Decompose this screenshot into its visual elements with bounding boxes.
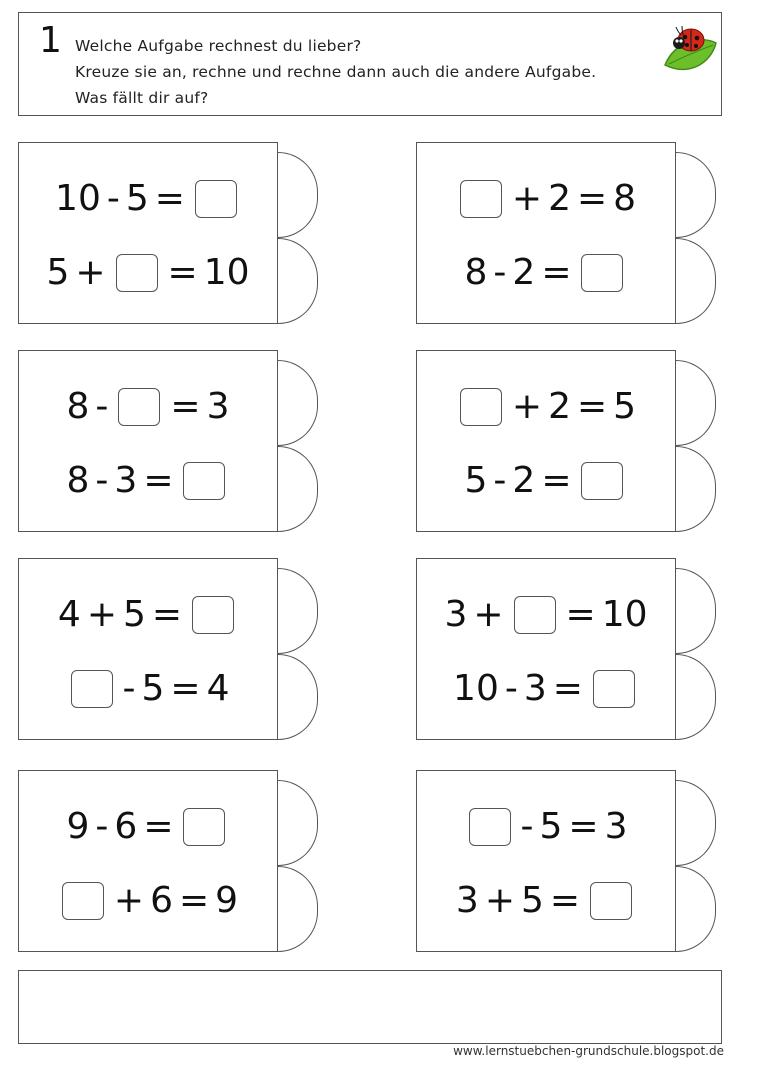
operator: = xyxy=(568,806,599,847)
checkbox-tab[interactable] xyxy=(676,568,716,654)
number: 2 xyxy=(512,460,536,501)
ladybug-on-leaf-icon xyxy=(661,21,719,79)
number: 4 xyxy=(206,668,230,709)
operator: = xyxy=(577,178,608,219)
number: 5 xyxy=(539,806,563,847)
exercise-card xyxy=(18,142,278,324)
operator: + xyxy=(473,594,504,635)
answer-input-box[interactable] xyxy=(460,388,502,426)
number: 8 xyxy=(66,460,90,501)
answer-input-box[interactable] xyxy=(62,882,104,920)
operator: = xyxy=(541,460,572,501)
exercise-card xyxy=(18,770,278,952)
number: 6 xyxy=(114,806,138,847)
answer-input-box[interactable] xyxy=(593,670,635,708)
checkbox-tab[interactable] xyxy=(676,780,716,866)
number: 5 xyxy=(123,594,146,635)
checkbox-tab[interactable] xyxy=(676,654,716,740)
checkbox-tab[interactable] xyxy=(278,238,318,324)
instruction-header xyxy=(18,12,722,116)
answer-input-box[interactable] xyxy=(118,388,160,426)
number: 10 xyxy=(601,594,648,635)
operator: - xyxy=(493,460,507,501)
number: 5 xyxy=(464,460,488,501)
operator: = xyxy=(565,594,596,635)
operator: + xyxy=(484,880,515,921)
number: 5 xyxy=(125,178,149,219)
number: 10 xyxy=(55,178,101,219)
answer-input-box[interactable] xyxy=(514,596,556,634)
exercise-card xyxy=(416,558,676,740)
number: 9 xyxy=(215,880,239,921)
equation-top xyxy=(19,805,277,849)
number: 10 xyxy=(453,668,499,709)
equation-bottom xyxy=(19,459,277,503)
number: 3 xyxy=(604,806,628,847)
number: 2 xyxy=(548,386,571,427)
number: 5 xyxy=(141,668,165,709)
operator: = xyxy=(549,880,581,921)
operator: - xyxy=(122,668,136,709)
number: 5 xyxy=(613,386,637,427)
task-number: 1 xyxy=(39,20,62,61)
operator: + xyxy=(75,252,106,293)
operator: - xyxy=(95,806,109,847)
exercise-card xyxy=(416,350,676,532)
answer-input-box[interactable] xyxy=(195,180,237,218)
equation-bottom xyxy=(417,459,675,503)
number: 3 xyxy=(206,386,230,427)
equation-top xyxy=(19,593,277,637)
number: 5 xyxy=(46,252,70,293)
number: 2 xyxy=(512,252,536,293)
equation-bottom xyxy=(417,667,675,711)
operator: + xyxy=(113,880,145,921)
checkbox-tab[interactable] xyxy=(278,654,318,740)
operator: = xyxy=(170,386,201,427)
checkbox-tab[interactable] xyxy=(676,866,716,952)
number: 6 xyxy=(150,880,173,921)
instruction-line: Kreuze sie an, rechne und rechne dann auch die andere Aufgabe. xyxy=(75,63,597,81)
answer-input-box[interactable] xyxy=(590,882,632,920)
instruction-line: Was fällt dir auf? xyxy=(75,89,209,107)
answer-input-box[interactable] xyxy=(469,808,511,846)
exercise-card xyxy=(416,770,676,952)
equation-bottom xyxy=(19,879,277,923)
answer-input-box[interactable] xyxy=(183,462,225,500)
number: 3 xyxy=(455,880,479,921)
operator: - xyxy=(504,668,518,709)
equation-bottom xyxy=(19,667,277,711)
answer-input-box[interactable] xyxy=(581,254,623,292)
number: 10 xyxy=(203,252,250,293)
operator: = xyxy=(577,386,608,427)
checkbox-tab[interactable] xyxy=(278,446,318,532)
operator: = xyxy=(143,460,174,501)
exercise-card xyxy=(18,350,278,532)
checkbox-tab[interactable] xyxy=(676,446,716,532)
checkbox-tab[interactable] xyxy=(676,238,716,324)
checkbox-tab[interactable] xyxy=(278,360,318,446)
equation-bottom xyxy=(417,879,675,923)
equation-top xyxy=(417,593,675,637)
operator: = xyxy=(151,594,183,635)
number: 5 xyxy=(521,880,544,921)
operator: - xyxy=(520,806,534,847)
checkbox-tab[interactable] xyxy=(278,866,318,952)
equation-top xyxy=(417,177,675,221)
exercise-card xyxy=(416,142,676,324)
answer-input-box[interactable] xyxy=(581,462,623,500)
checkbox-tab[interactable] xyxy=(278,568,318,654)
equation-top xyxy=(19,177,277,221)
operator: = xyxy=(143,806,174,847)
equation-top xyxy=(19,385,277,429)
answer-input-box[interactable] xyxy=(460,180,502,218)
number: 9 xyxy=(66,806,90,847)
equation-top xyxy=(417,805,675,849)
operator: = xyxy=(179,880,210,921)
operator: - xyxy=(95,386,109,427)
footer-url: www.lernstuebchen-grundschule.blogspot.de xyxy=(453,1044,724,1058)
equation-bottom xyxy=(417,251,675,295)
operator: - xyxy=(106,178,120,219)
operator: = xyxy=(167,252,198,293)
operator: + xyxy=(86,594,117,635)
number: 3 xyxy=(444,594,468,635)
answer-input-box[interactable] xyxy=(71,670,113,708)
answer-input-box[interactable] xyxy=(192,596,234,634)
answer-input-box[interactable] xyxy=(116,254,158,292)
answer-input-box[interactable] xyxy=(183,808,225,846)
exercise-card xyxy=(18,558,278,740)
operator: + xyxy=(511,178,543,219)
checkbox-tab[interactable] xyxy=(676,360,716,446)
operator: = xyxy=(154,178,185,219)
checkbox-tab[interactable] xyxy=(278,152,318,238)
operator: = xyxy=(170,668,201,709)
operator: - xyxy=(493,252,507,293)
number: 2 xyxy=(548,178,571,219)
operator: - xyxy=(95,460,109,501)
operator: = xyxy=(552,668,583,709)
number: 3 xyxy=(523,668,547,709)
operator: + xyxy=(511,386,543,427)
number: 8 xyxy=(613,178,637,219)
number: 3 xyxy=(114,460,138,501)
number: 4 xyxy=(57,594,81,635)
observation-answer-box[interactable] xyxy=(18,970,722,1044)
instruction-line: Welche Aufgabe rechnest du lieber? xyxy=(75,37,362,55)
number: 8 xyxy=(66,386,90,427)
checkbox-tab[interactable] xyxy=(676,152,716,238)
equation-top xyxy=(417,385,675,429)
number: 8 xyxy=(464,252,488,293)
checkbox-tab[interactable] xyxy=(278,780,318,866)
equation-bottom xyxy=(19,251,277,295)
operator: = xyxy=(541,252,572,293)
instruction-list xyxy=(75,33,596,111)
